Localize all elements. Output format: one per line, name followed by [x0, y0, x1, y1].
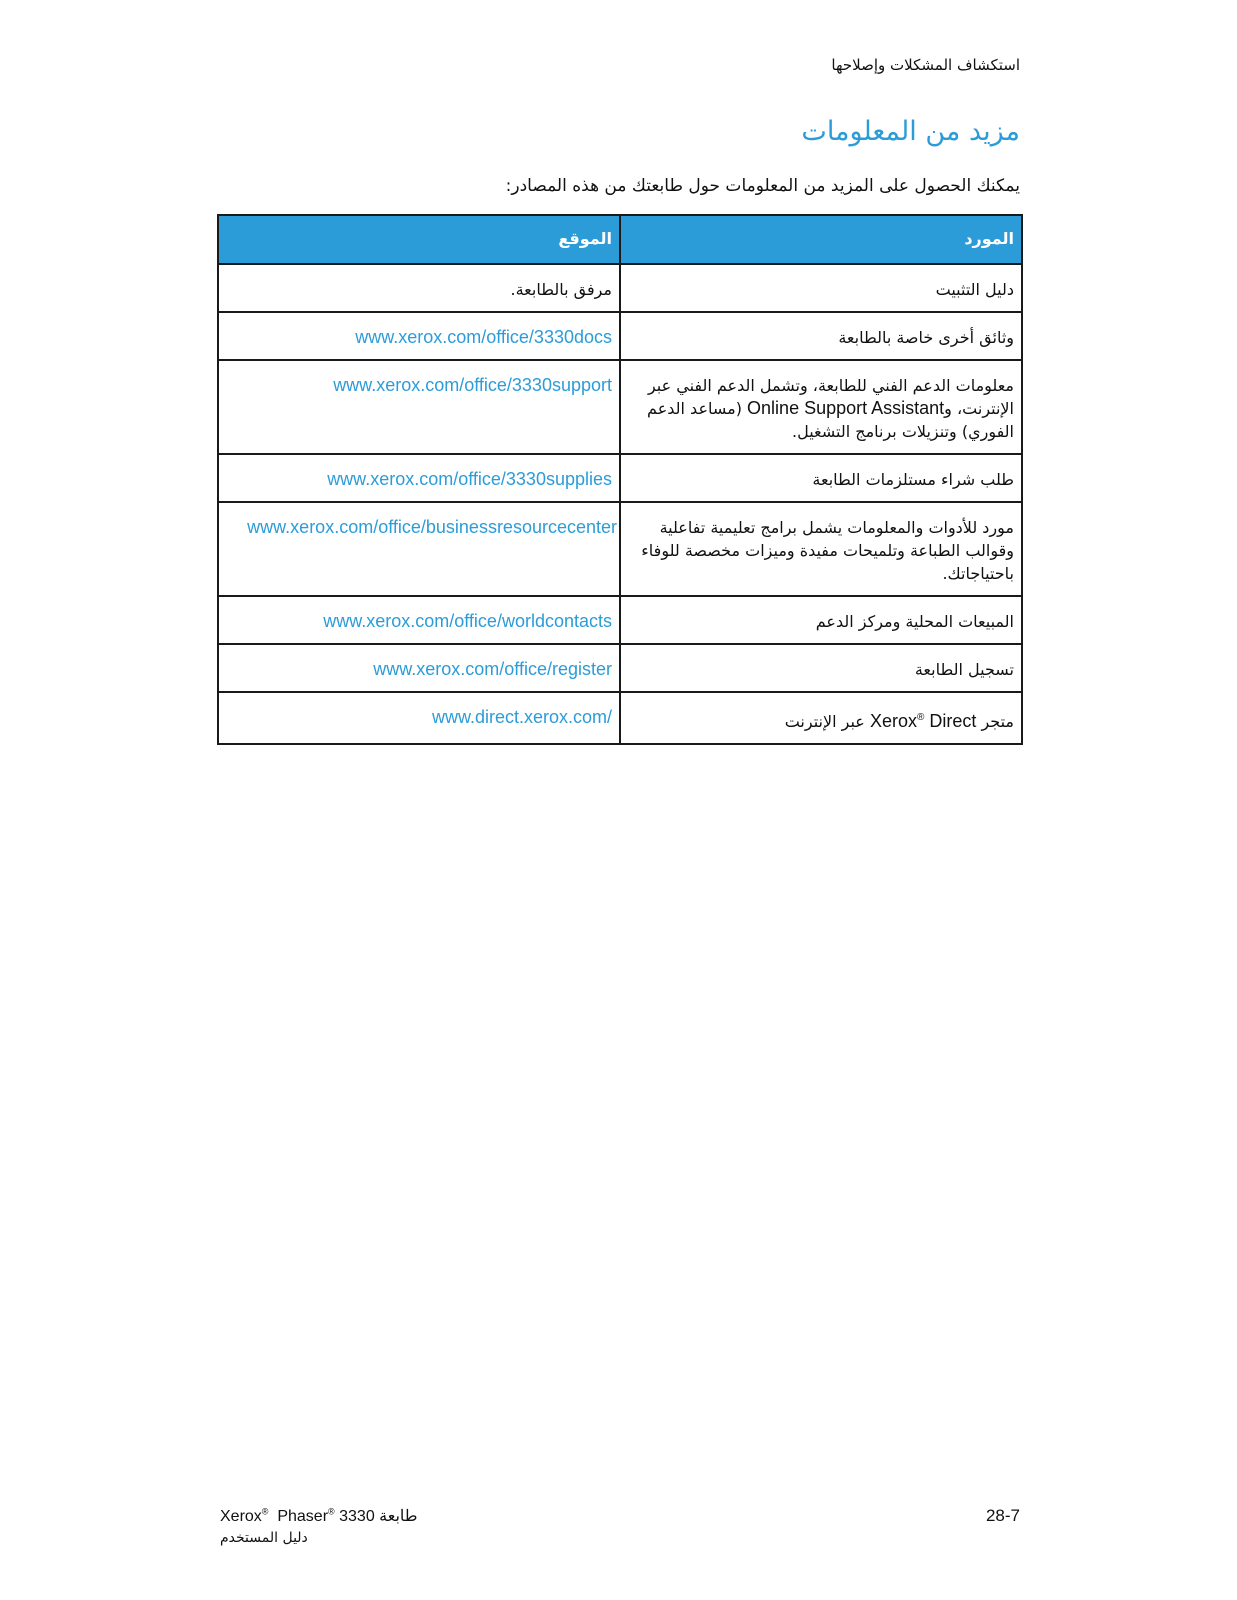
location-cell: [218, 312, 620, 360]
worldcontacts-link[interactable]: www.xerox.com/office/worldcontacts: [323, 611, 612, 631]
table-header-row: [218, 215, 1022, 264]
resource-cell: وثائق أخرى خاصة بالطابعة: [620, 312, 1022, 360]
registered-mark: ®: [916, 712, 925, 723]
resource-cell: دليل التثبيت: [620, 264, 1022, 312]
location-cell: [218, 360, 620, 454]
section-title: مزيد من المعلومات: [801, 116, 1020, 147]
resource-cell: مورد للأدوات والمعلومات يشمل برامج تعليمية تفاعلية وقوالب الطباعة وتلميحات مفيدة وميزات مخصصة للوفاء باحتياجاتك.: [620, 502, 1022, 596]
direct-store-link[interactable]: www.direct.xerox.com/: [431, 707, 612, 727]
location-cell: [218, 644, 620, 692]
footer-reg-mark: ®: [261, 1506, 269, 1517]
table-row: [218, 692, 1022, 744]
support-link[interactable]: www.xerox.com/office/3330support: [333, 375, 612, 395]
table-row: [218, 644, 1022, 692]
direct-text: Direct: [924, 711, 977, 731]
header-resource: المورد: [620, 215, 1022, 264]
register-link[interactable]: www.xerox.com/office/register: [373, 659, 612, 679]
footer-model: Phaser: [277, 1508, 329, 1525]
resource-cell: المبيعات المحلية ومركز الدعم: [620, 596, 1022, 644]
business-resource-link[interactable]: www.xerox.com/office/businessresourcecenter: [247, 517, 617, 537]
location-cell: [218, 596, 620, 644]
footer-brand: Xerox: [220, 1508, 262, 1525]
table-row: [218, 264, 1022, 312]
table-row: [218, 312, 1022, 360]
table-row: [218, 596, 1022, 644]
location-cell: [218, 502, 620, 596]
resource-text-latin: [870, 711, 976, 731]
resource-text-latin: Online Support Assistant: [747, 398, 945, 418]
supplies-link[interactable]: www.xerox.com/office/3330supplies: [327, 469, 612, 489]
resource-text-part: عبر الإنترنت: [784, 712, 870, 731]
footer-reg-mark: ®: [328, 1506, 335, 1517]
location-cell: [218, 264, 620, 312]
resource-text-part: متجر: [976, 712, 1014, 731]
resource-cell: تسجيل الطابعة: [620, 644, 1022, 692]
footer-guide: دليل المستخدم: [220, 1530, 308, 1546]
resource-cell: [620, 692, 1022, 744]
footer-suffix: طابعة 3330: [339, 1508, 418, 1525]
intro-paragraph: يمكنك الحصول على المزيد من المعلومات حول طابعتك من هذه المصادر:: [505, 176, 1020, 196]
location-cell: [218, 692, 620, 744]
table-row: [218, 454, 1022, 502]
xerox-brand: Xerox: [869, 711, 917, 731]
resource-cell: طلب شراء مستلزمات الطابعة: [620, 454, 1022, 502]
location-text: مرفق بالطابعة.: [510, 280, 612, 299]
footer-product: [220, 1506, 418, 1546]
table-row: [218, 502, 1022, 596]
resources-table: [217, 214, 1023, 745]
resource-text-part: (مساعد الدعم الفوري) وتنزيلات برنامج التشغيل.: [647, 399, 1014, 441]
location-cell: [218, 454, 620, 502]
running-header: استكشاف المشكلات وإصلاحها: [831, 56, 1020, 74]
footer-product-line: [220, 1506, 418, 1526]
resource-cell: [620, 360, 1022, 454]
resource-text-part: معلومات الدعم الفني للطابعة، وتشمل الدعم الفني عبر الإنترنت، و: [647, 376, 1014, 418]
page-number: 28-7: [985, 1506, 1020, 1525]
header-location: الموقع: [218, 215, 620, 264]
table-row: [218, 360, 1022, 454]
docs-link[interactable]: www.xerox.com/office/3330docs: [355, 327, 612, 347]
